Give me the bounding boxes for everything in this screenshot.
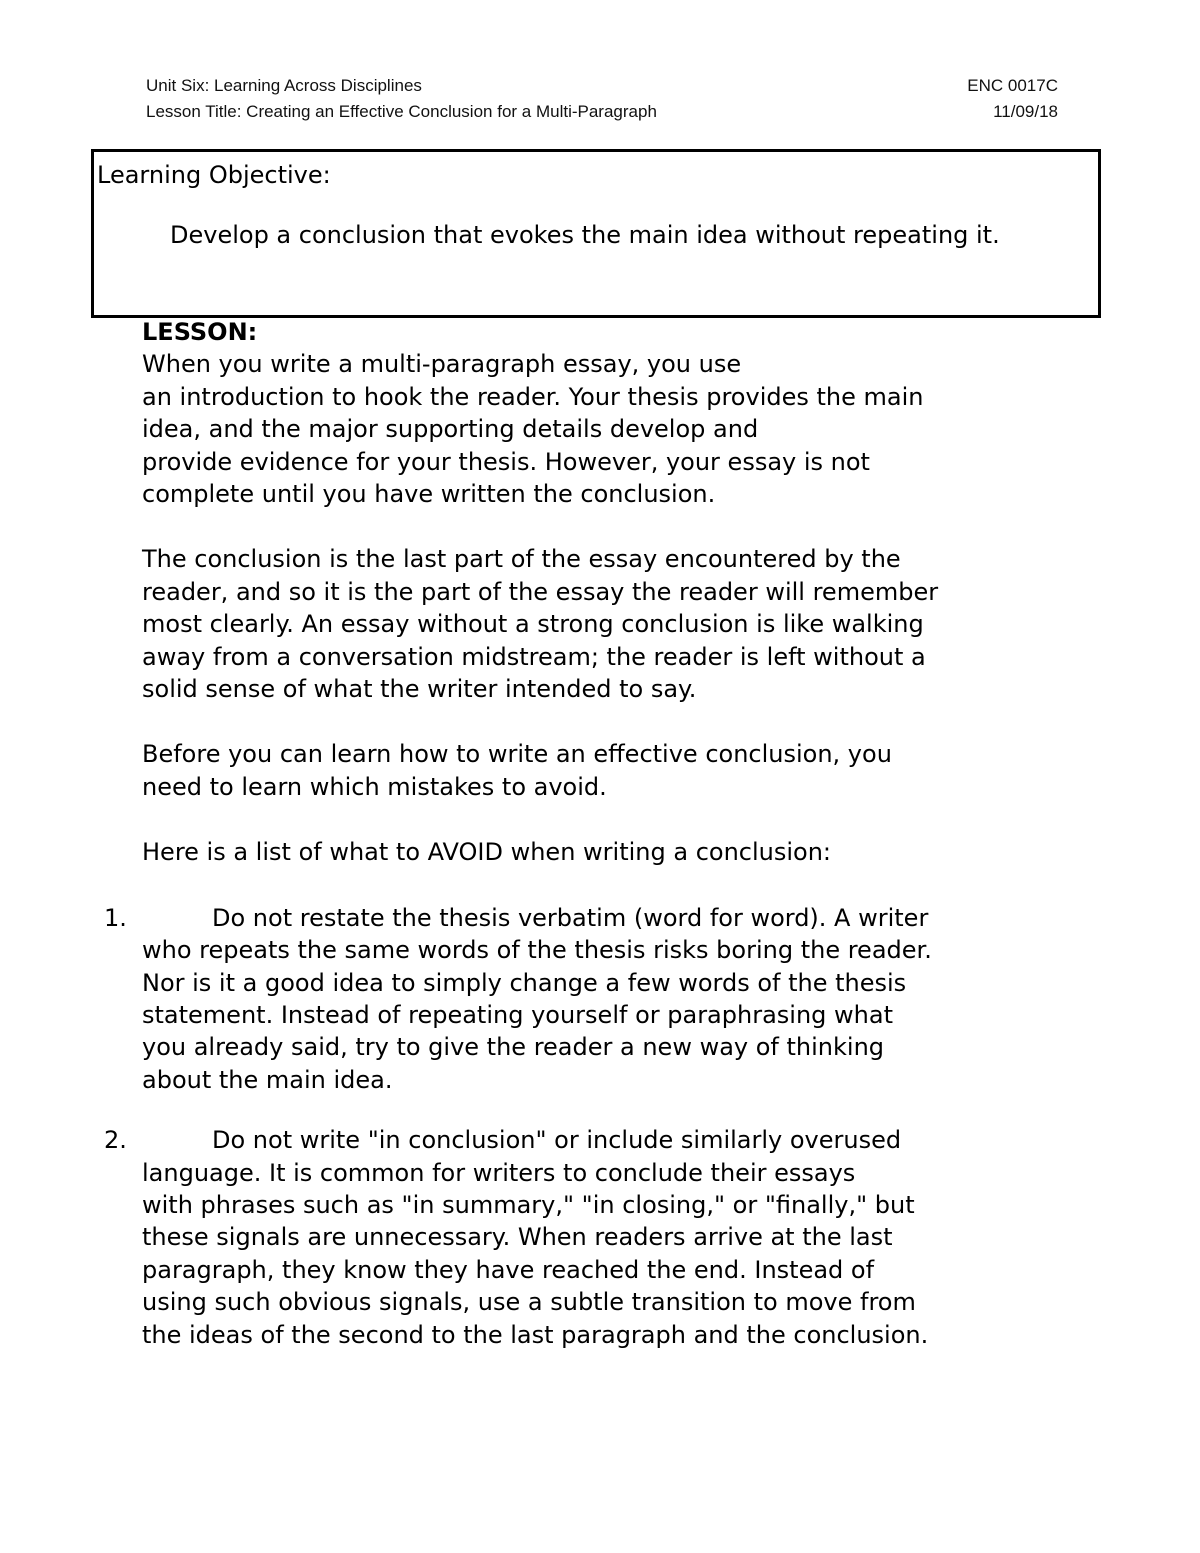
text-line: these signals are unnecessary. When readers arrive at the last	[142, 1223, 893, 1252]
text-line: Before you can learn how to write an effective conclusion, you	[142, 740, 892, 769]
text-line: solid sense of what the writer intended to say.	[142, 675, 697, 704]
text-line: with phrases such as "in summary," "in closing," or "finally," but	[142, 1190, 915, 1219]
lesson-date: 11/09/18	[993, 102, 1058, 121]
text-line: reader, and so it is the part of the essay the reader will remember	[142, 577, 939, 606]
list-item	[104, 1124, 1082, 1351]
unit-title: Unit Six: Learning Across Disciplines	[146, 76, 422, 95]
lesson-paragraph-avoid-intro	[142, 836, 1082, 868]
lesson-paragraph-conclusion	[142, 543, 1082, 705]
header-row-lesson	[146, 102, 1058, 122]
text-line: Do not write "in conclusion" or include similarly overused	[212, 1126, 902, 1155]
text-line: Here is a list of what to AVOID when writing a conclusion:	[142, 838, 832, 867]
text-line: idea, and the major supporting details develop and	[142, 415, 759, 444]
text-line: provide evidence for your thesis. However, your essay is not	[142, 447, 870, 476]
text-line: most clearly. An essay without a strong conclusion is like walking	[142, 610, 924, 639]
lesson-title-header: Lesson Title: Creating an Effective Conclusion for a Multi-Paragraph	[146, 102, 657, 121]
text-line: an introduction to hook the reader. Your thesis provides the main	[142, 382, 924, 411]
text-line: paragraph, they know they have reached the end. Instead of	[142, 1255, 875, 1284]
text-line: Nor is it a good idea to simply change a few words of the thesis	[142, 968, 907, 997]
text-line: need to learn which mistakes to avoid.	[142, 772, 607, 801]
text-line: complete until you have written the conclusion.	[142, 480, 716, 509]
lesson-body	[104, 316, 1082, 1351]
header-row-unit	[146, 76, 1058, 96]
text-line: away from a conversation midstream; the reader is left without a	[142, 642, 926, 671]
lesson-paragraph-mistakes	[142, 738, 1082, 803]
text-line: the ideas of the second to the last paragraph and the conclusion.	[142, 1320, 929, 1349]
lesson-heading: LESSON:	[142, 318, 258, 346]
text-line: statement. Instead of repeating yourself or paraphrasing what	[142, 1000, 893, 1029]
text-line: The conclusion is the last part of the essay encountered by the	[142, 545, 901, 574]
list-item-number: 2.	[104, 1126, 127, 1155]
text-line: using such obvious signals, use a subtle transition to move from	[142, 1288, 916, 1317]
text-line: When you write a multi-paragraph essay, you use	[142, 350, 742, 379]
text-line: who repeats the same words of the thesis risks boring the reader.	[142, 936, 932, 965]
text-line: you already said, try to give the reader a new way of thinking	[142, 1033, 885, 1062]
list-item-number: 1.	[104, 903, 127, 932]
learning-objective-box	[91, 149, 1101, 318]
text-line: Do not restate the thesis verbatim (word for word). A writer	[212, 903, 929, 932]
text-line: language. It is common for writers to conclude their essays	[142, 1158, 856, 1187]
objective-heading: Learning Objective:	[97, 161, 331, 189]
objective-text: Develop a conclusion that evokes the main idea without repeating it.	[170, 221, 1000, 249]
list-item	[104, 902, 1082, 1096]
text-line: about the main idea.	[142, 1065, 393, 1094]
lesson-paragraph-intro	[142, 348, 1082, 510]
course-code: ENC 0017C	[967, 76, 1058, 95]
